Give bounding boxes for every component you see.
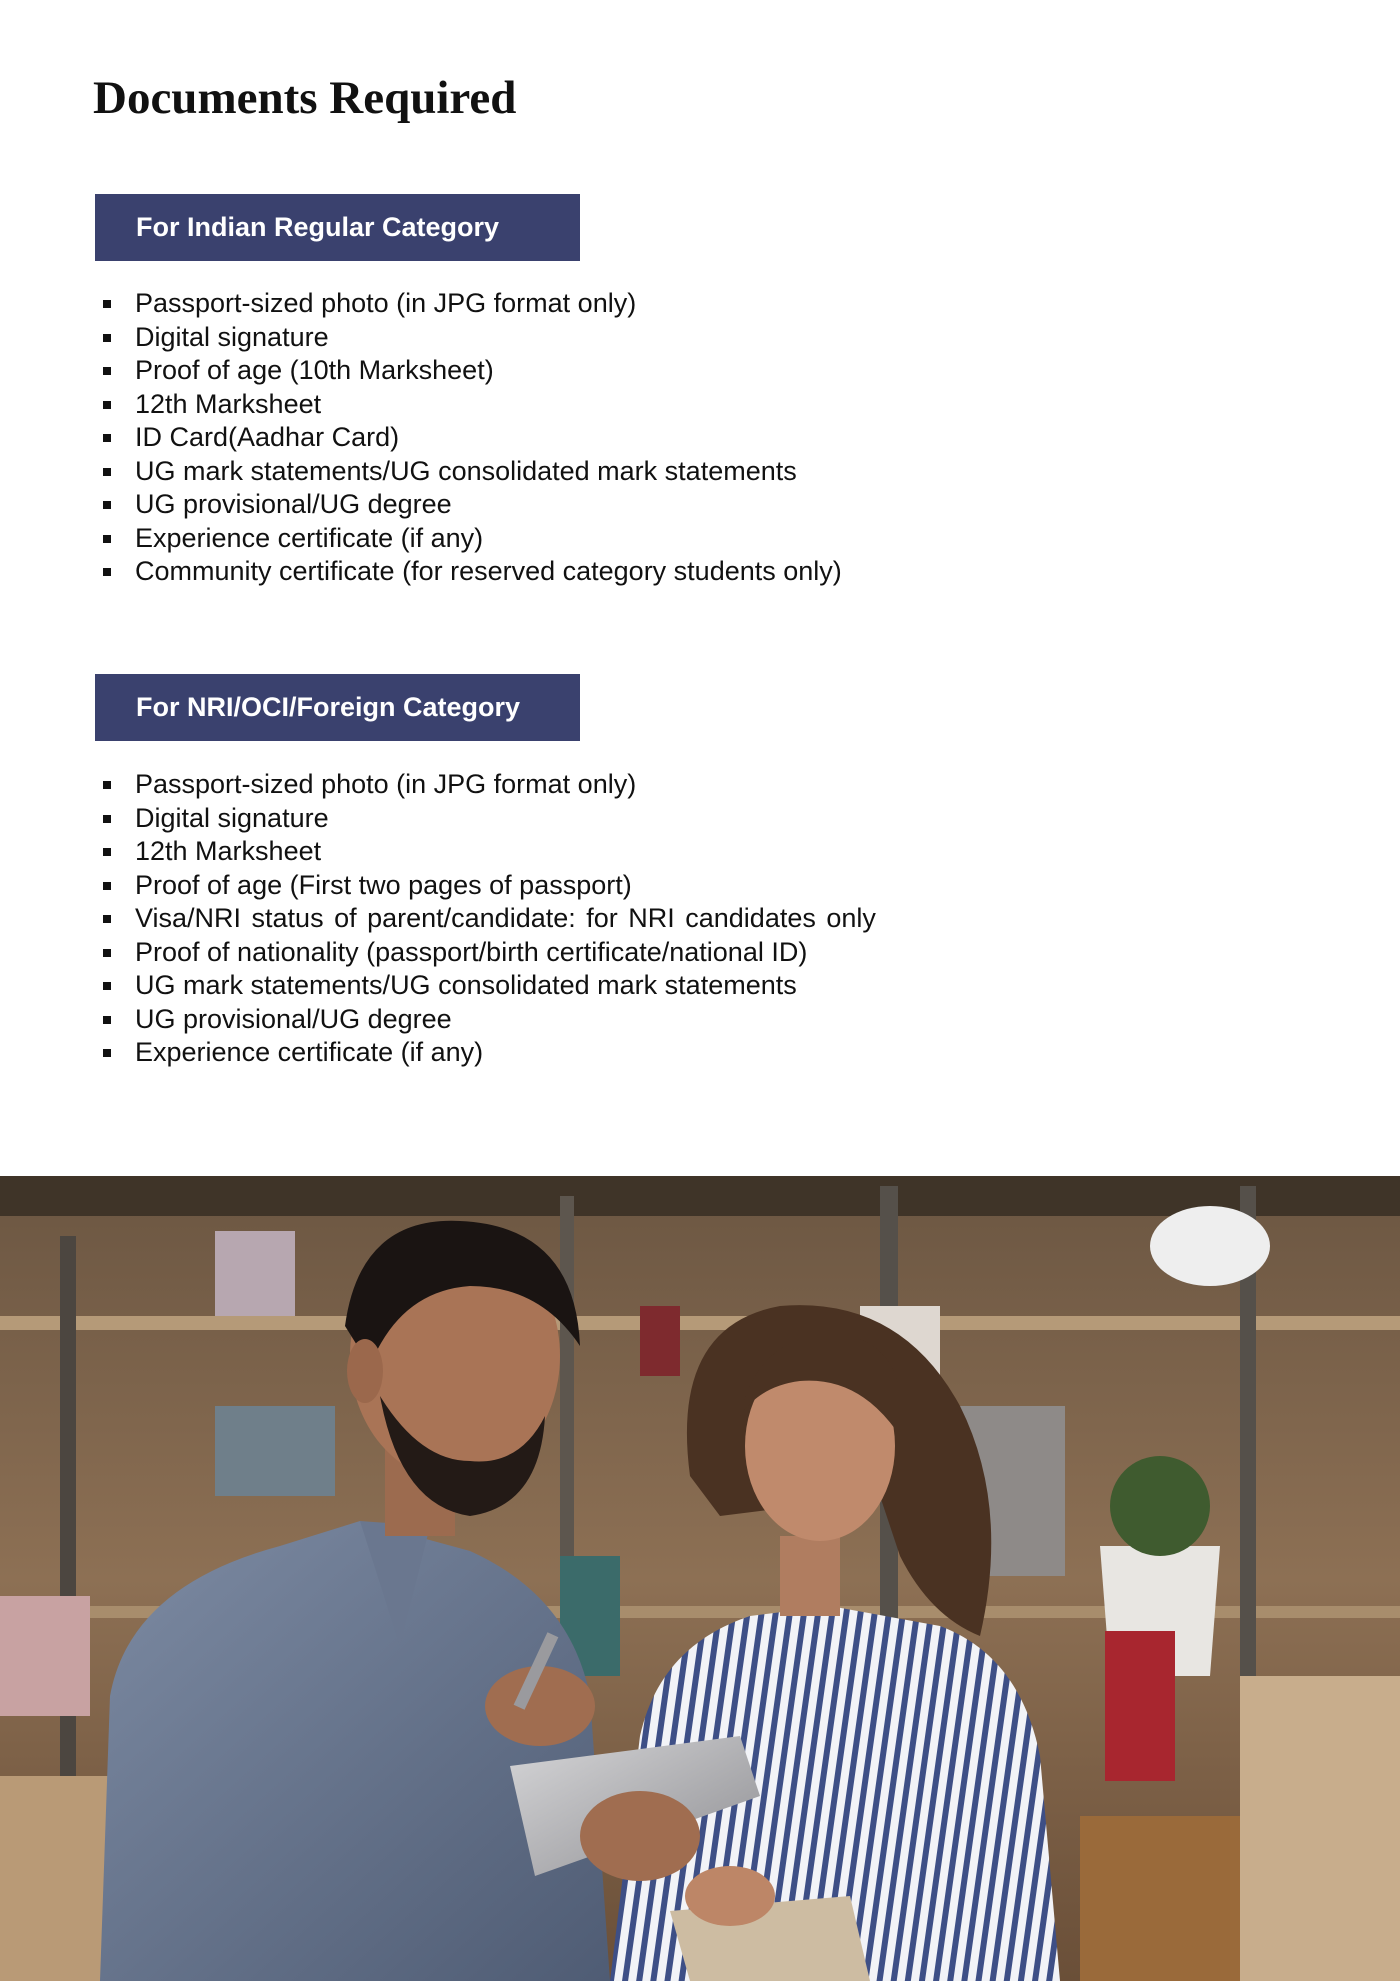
list-item-text: Proof of nationality (passport/birth certificate/national ID)	[135, 936, 808, 967]
list-item-text: UG provisional/UG degree	[135, 489, 452, 519]
bullet-icon	[103, 334, 111, 342]
list-item	[100, 555, 842, 589]
list-item-text: Visa/NRI status of parent/candidate: for NRI candidates only	[135, 903, 876, 933]
list-item-text: UG mark statements/UG consolidated mark statements	[135, 970, 797, 1000]
list-item-text: Passport-sized photo (in JPG format only)	[135, 288, 637, 318]
list-item	[100, 936, 876, 970]
bullet-icon	[103, 815, 111, 823]
list-item-text: Digital signature	[135, 802, 329, 833]
list-item	[100, 488, 842, 522]
list-item	[100, 287, 842, 321]
bullet-icon	[103, 434, 111, 442]
list-item	[100, 768, 876, 802]
list-item	[100, 522, 842, 556]
list-item	[100, 802, 876, 836]
list-item	[100, 354, 842, 388]
bullet-icon	[103, 568, 111, 576]
list-item-text: UG mark statements/UG consolidated mark statements	[135, 455, 797, 486]
bullet-icon	[103, 882, 111, 890]
bullet-icon	[103, 501, 111, 509]
bullet-icon	[103, 367, 111, 375]
bullet-icon	[103, 949, 111, 957]
list-item	[100, 321, 842, 355]
bullet-icon	[103, 300, 111, 308]
list-item	[100, 388, 842, 422]
list-item	[100, 869, 876, 903]
photo-illustration	[0, 1176, 1400, 1981]
list-item-text: Proof of age (First two pages of passport)	[135, 869, 632, 900]
list-item-text: UG provisional/UG degree	[135, 1003, 452, 1034]
page-title: Documents Required	[93, 72, 517, 124]
list-item-text: 12th Marksheet	[135, 836, 322, 866]
bullet-icon	[103, 781, 111, 789]
list-item-text: Community certificate (for reserved category students only)	[135, 556, 842, 586]
document-list-indian-regular	[100, 287, 842, 589]
list-item	[100, 835, 876, 869]
list-item-text: Passport-sized photo (in JPG format only)	[135, 769, 637, 799]
list-item	[100, 1036, 876, 1070]
section-heading-indian-regular: For Indian Regular Category	[95, 194, 580, 261]
bullet-icon	[103, 1049, 111, 1057]
list-item	[100, 969, 876, 1003]
list-item-text: Experience certificate (if any)	[135, 1037, 484, 1067]
list-item	[100, 1003, 876, 1037]
list-item	[100, 421, 842, 455]
bullet-icon	[103, 401, 111, 409]
list-item-text: 12th Marksheet	[135, 388, 322, 419]
bullet-icon	[103, 468, 111, 476]
photo-two-people-with-tablet	[0, 1176, 1400, 1981]
list-item-text: ID Card(Aadhar Card)	[135, 422, 400, 452]
bullet-icon	[103, 848, 111, 856]
list-item	[100, 455, 842, 489]
list-item	[100, 902, 876, 936]
list-item-text: Digital signature	[135, 321, 329, 352]
bullet-icon	[103, 535, 111, 543]
bullet-icon	[103, 1016, 111, 1024]
bullet-icon	[103, 982, 111, 990]
list-item-text: Experience certificate (if any)	[135, 522, 484, 553]
bullet-icon	[103, 915, 111, 923]
section-heading-nri-oci-foreign: For NRI/OCI/Foreign Category	[95, 674, 580, 741]
document-list-nri-oci-foreign	[100, 768, 876, 1070]
list-item-text: Proof of age (10th Marksheet)	[135, 355, 494, 385]
